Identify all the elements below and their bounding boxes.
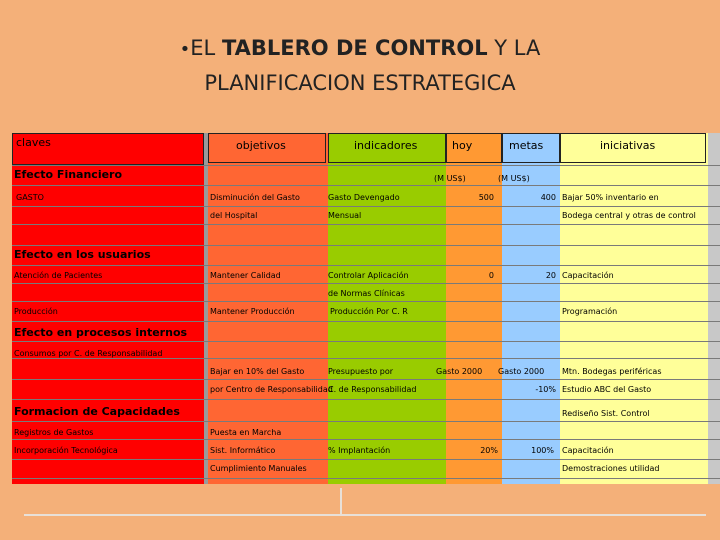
- objetivo-pacientes: Mantener Calidad: [210, 271, 281, 280]
- indicador-consumos-2: C. de Responsabilidad: [328, 385, 417, 394]
- objetivo-gasto-1: Disminución del Gasto: [210, 193, 300, 202]
- meta-gasto: 400: [540, 193, 556, 202]
- objetivo-tecnologica-1: Sist. Informático: [210, 446, 276, 455]
- iniciativa-tecnologica-2: Demostraciones utilidad: [562, 464, 660, 473]
- section-procesos: Efecto en procesos internos: [14, 326, 188, 339]
- iniciativa-consumos-2: Estudio ABC del Gasto: [562, 385, 652, 394]
- row-rule: [12, 421, 720, 422]
- row-rule: [12, 265, 720, 266]
- clave-consumos: Consumos por C. de Responsabilidad: [14, 349, 163, 358]
- row-rule: [12, 245, 720, 246]
- meta-consumos-1: Gasto 2000: [498, 367, 545, 376]
- clave-gasto: GASTO: [16, 193, 44, 202]
- row-rule: [12, 185, 720, 186]
- footer-divider: [340, 488, 342, 516]
- indicador-gasto-1: Gasto Devengado: [328, 193, 400, 202]
- slide-title-line2: PLANIFICACION ESTRATEGICA: [204, 71, 516, 95]
- title-suffix: Y LA: [487, 36, 541, 60]
- row-rule: [12, 341, 720, 342]
- iniciativa-produccion: Programación: [562, 307, 618, 316]
- row-rule: [12, 439, 720, 440]
- header-objetivos: objetivos: [236, 139, 286, 152]
- header-iniciativas: iniciativas: [600, 139, 656, 152]
- row-rule: [12, 399, 720, 400]
- indicador-tecnologica: % Implantación: [328, 446, 391, 455]
- row-rule: [12, 478, 720, 479]
- indicador-produccion: Producción Por C. R: [330, 307, 408, 316]
- meta-pacientes: 20: [545, 271, 556, 280]
- section-capacidades: Formacion de Capacidades: [14, 405, 180, 418]
- hoy-consumos: Gasto 2000: [436, 367, 483, 376]
- iniciativa-gasto-2: Bodega central y otras de control: [562, 211, 696, 220]
- indicador-pacientes-1: Controlar Aplicación: [328, 271, 409, 280]
- bullet-icon: •: [179, 39, 191, 60]
- meta-consumos-2: -10%: [535, 385, 556, 394]
- row-rule: [12, 321, 720, 322]
- objetivo-consumos-2: por Centro de Responsabilidad: [210, 385, 333, 394]
- hoy-pacientes: 0: [488, 271, 494, 280]
- row-rule: [12, 379, 720, 380]
- row-rule: [12, 165, 720, 166]
- row-rule: [12, 206, 720, 207]
- row-rule: [12, 301, 720, 302]
- section-financiero: Efecto Financiero: [14, 168, 123, 181]
- slide-title-line1: [0, 36, 720, 60]
- header-claves: claves: [16, 136, 51, 149]
- control-board-table: [12, 133, 720, 484]
- iniciativa-consumos-3: Rediseño Sist. Control: [562, 409, 650, 418]
- iniciativa-consumos-1: Mtn. Bodegas periféricas: [562, 367, 662, 376]
- objetivo-tecnologica-2: Cumplimiento Manuales: [210, 464, 307, 473]
- row-rule: [12, 459, 720, 460]
- objetivo-consumos-1: Bajar en 10% del Gasto: [210, 367, 305, 376]
- indicador-pacientes-2: de Normas Clínicas: [328, 289, 405, 298]
- row-rule: [12, 224, 720, 225]
- header-hoy: hoy: [452, 139, 473, 152]
- title-bold: TABLERO DE CONTROL: [221, 36, 488, 60]
- indicador-consumos-1: Presupuesto por: [328, 367, 394, 376]
- header-indicadores: indicadores: [354, 139, 418, 152]
- objetivo-produccion: Mantener Producción: [210, 307, 295, 316]
- clave-produccion: Producción: [14, 307, 58, 316]
- row-rule: [12, 283, 720, 284]
- clave-pacientes: Atención de Pacientes: [14, 271, 103, 280]
- footer-line: [24, 514, 706, 516]
- hoy-tecnologica: 20%: [480, 446, 498, 455]
- objetivo-gasto-2: del Hospital: [210, 211, 258, 220]
- header-metas: metas: [509, 139, 544, 152]
- title-prefix: EL: [190, 36, 222, 60]
- meta-tecnologica: 100%: [531, 446, 554, 455]
- section-usuarios: Efecto en los usuarios: [14, 248, 151, 261]
- unit-hoy: (M US$): [434, 174, 466, 183]
- objetivo-registros: Puesta en Marcha: [210, 428, 282, 437]
- iniciativa-tecnologica-1: Capacitación: [562, 446, 614, 455]
- iniciativa-gasto-1: Bajar 50% inventario en: [562, 193, 659, 202]
- unit-metas: (M US$): [498, 174, 530, 183]
- clave-tecnologica: Incorporación Tecnológica: [14, 446, 118, 455]
- indicador-gasto-2: Mensual: [328, 211, 362, 220]
- clave-registros: Registros de Gastos: [14, 428, 94, 437]
- hoy-gasto: 500: [478, 193, 494, 202]
- iniciativa-pacientes: Capacitación: [562, 271, 614, 280]
